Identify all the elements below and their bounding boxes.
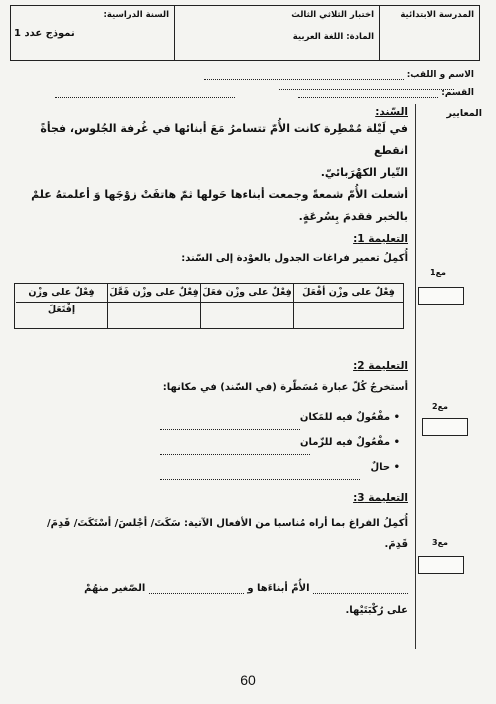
task3-text-2: الصّغير منهُمْ (84, 583, 146, 594)
task2-answer-2[interactable] (160, 453, 310, 455)
task1-table (14, 283, 404, 329)
school-label: المدرسة الابتدائية (400, 10, 474, 20)
task3-line-2: قَدِمَ. (384, 539, 408, 550)
task2-item-3-label: حالٌ (370, 462, 391, 473)
task1-section (14, 233, 408, 264)
class-field-2[interactable] (55, 89, 235, 98)
class-field[interactable] (298, 89, 438, 98)
criteria-label: المعايير (446, 108, 482, 119)
class-label: القسم: (441, 88, 474, 98)
score-box-1[interactable] (418, 287, 464, 305)
score-box-3[interactable] (418, 556, 464, 574)
task2-title: التعليمة 2: (353, 360, 408, 372)
task2-item-1: • مفْعُولٌ فيه للمَكان (299, 412, 400, 423)
support-title: السّند: (375, 106, 408, 118)
task1-col-1[interactable] (293, 284, 403, 328)
task3-title: التعليمة 3: (353, 492, 408, 504)
model-label: نموذج عدد 1 (14, 28, 75, 39)
task3-instruction: أُكمِلُ الفراغ بما أراه مُناسبا من الأفعال الآتية: سَكَتَ/ أجْلسَ/ أسْتَكَتَ/ قَدِمَ/ (46, 518, 408, 529)
task3-line-4-wrap (14, 605, 408, 616)
support-line-1: في لَيْلة مُمْطِرة كانت الأُمّ تتسامرُ مَعَ أبنائها في غُرفة الجُلوس، فجأةً انقطع (40, 122, 408, 157)
task3-blank-1[interactable] (313, 592, 408, 594)
name-row (34, 70, 474, 90)
exam-cell (174, 6, 379, 60)
support-line-4: بالخبر فقدمَ بِسُرعَةٍ. (298, 210, 408, 223)
task1-col-3-header: فِعْلٌ على وزْن فَعَّلَ (108, 284, 200, 303)
school-cell (379, 6, 479, 60)
class-row (34, 88, 474, 98)
score-box-2[interactable] (422, 418, 468, 436)
score-label-3: مع3 (432, 538, 448, 547)
name-field[interactable] (204, 71, 404, 80)
year-label: السنة الدراسية: (103, 10, 169, 20)
task2-answer-1[interactable] (160, 428, 300, 430)
task2-item-2-label: مفْعُولٌ فيه للزّمان (299, 437, 391, 448)
score-label-1: مع1 (430, 268, 446, 277)
task3-section (14, 492, 408, 550)
task1-instruction: أُكمِلُ تعمير فراغات الجدول بالعوْدة إلى السّند: (181, 253, 408, 264)
year-cell (9, 6, 174, 60)
criteria-divider (415, 104, 417, 649)
support-line-2: التّيار الكهْرَبائيّ. (320, 166, 408, 179)
task3-line-4: على رُكْبَتَيْها. (345, 605, 408, 616)
task2-instruction: أستخرجُ كُلّ عبارة مُسَطّرة (في السّند) في مكانها: (162, 382, 408, 393)
task2-item-1-label: مفْعُولٌ فيه للمَكان (299, 412, 391, 423)
task3-blank-2[interactable] (149, 592, 244, 594)
name-label: الاسم و اللقب: (406, 70, 474, 80)
header-table (10, 5, 480, 61)
task3-text-1: الأُمّ أبناءَها و (247, 583, 310, 594)
task1-col-3[interactable] (107, 284, 200, 328)
task1-col-2-header: فِعْلٌ على وزْن فعَلَ (201, 284, 293, 303)
page-number: 60 (240, 672, 256, 688)
task3-sentence (14, 583, 408, 594)
task2-answer-3[interactable] (160, 478, 360, 480)
task1-col-4[interactable] (16, 284, 107, 328)
subject-label: المادة: اللغة العربية (292, 32, 374, 42)
task1-col-4-header: فِعْلٌ على وزْن إفْتَعَلَ (16, 284, 107, 303)
exam-title: اختبار الثلاثي الثالث (291, 10, 374, 20)
task2-item-3: • حالٌ (370, 462, 400, 473)
task1-col-1-header: فِعْلٌ على وزْن أفْعَلَ (294, 284, 403, 303)
score-label-2: مع2 (432, 402, 448, 411)
task2-item-2: • مفْعُولٌ فيه للزّمان (299, 437, 400, 448)
task1-col-2[interactable] (200, 284, 293, 328)
support-line-3: أشعلت الأُمّ شمعةً وجمعت أبناءها حَولها ثمّ هاتفَتْ زوْجَها وَ أعلمتهُ علمْ (31, 188, 408, 201)
task2-section (14, 360, 408, 393)
task1-title: التعليمة 1: (353, 233, 408, 245)
support-section (14, 106, 408, 228)
